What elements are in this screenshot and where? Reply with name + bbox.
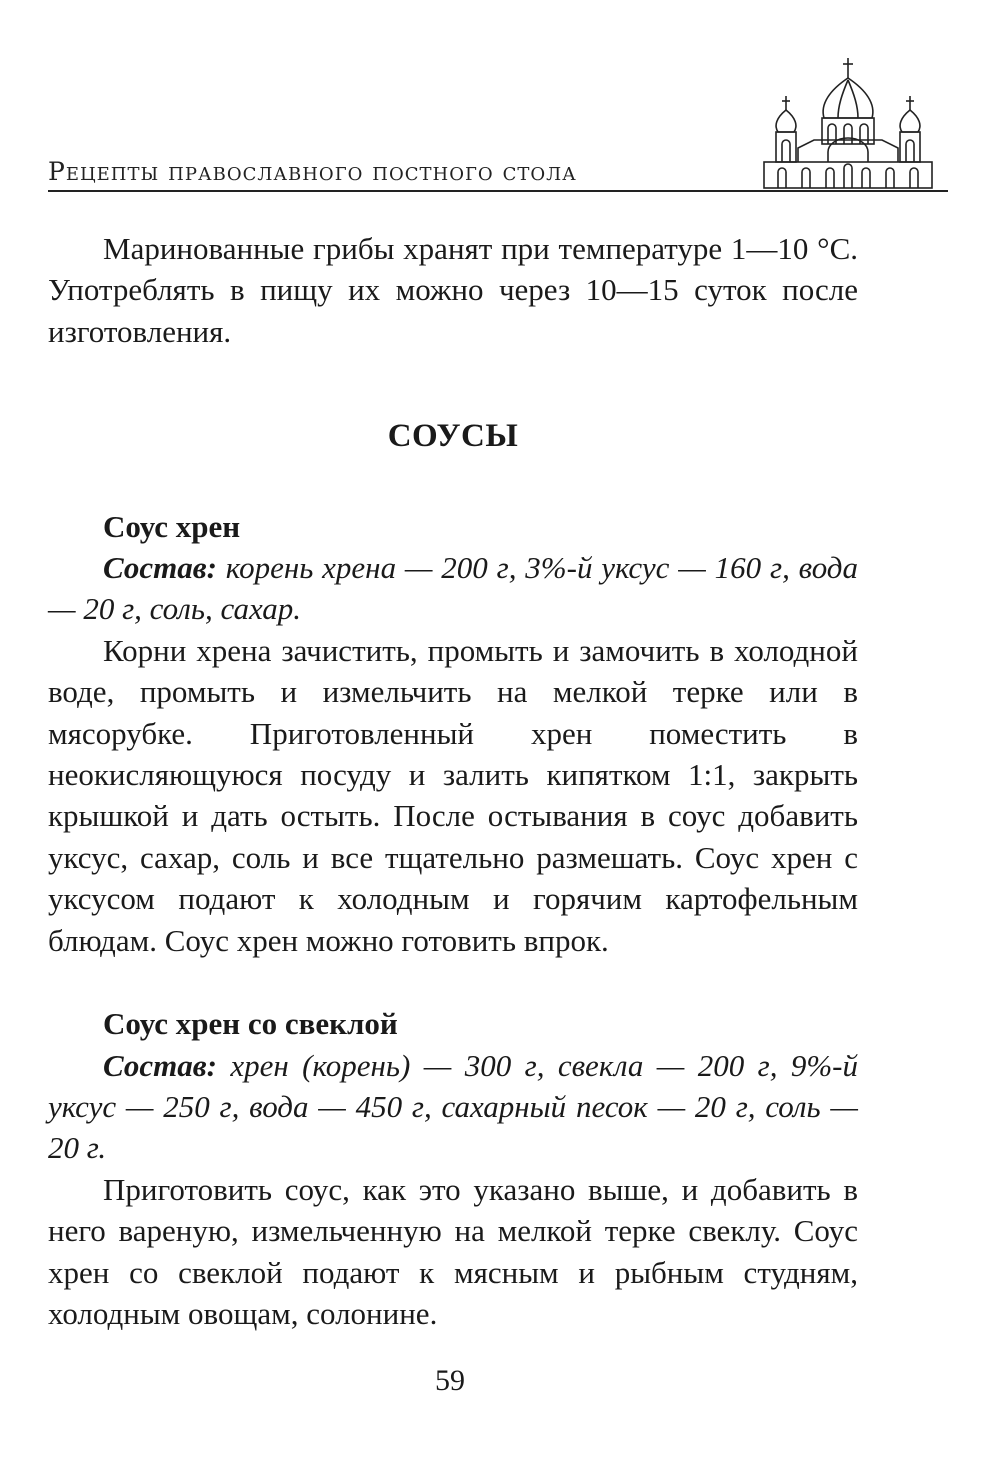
recipe-ingredients: [48, 547, 858, 630]
recipe-method: Корни хрена зачистить, промыть и замочить в холодной воде, промыть и измельчить на мелкой терке или в мясорубке. Приготовленный хрен поместить в неокисляющуюся посуду и залить кипятком 1:1, закрыть крышкой и дать остыть. После остывания в соус добавить уксус, сахар, соль и все тщательно размешать. Соус хрен с уксусом подают к холодным и горячим картофельным блюдам. Соус хрен можно готовить впрок.: [48, 632, 858, 958]
recipe-spacer: [48, 961, 858, 1003]
cathedral-icon: [758, 56, 938, 194]
body-text: [48, 228, 858, 1334]
ingredients-label: Состав:: [103, 1047, 217, 1083]
ingredients-text: корень хрена — 200 г, 3%-й уксус — 160 г, вода — 20 г, соль, сахар.: [48, 550, 858, 627]
ingredients-text: хрен (корень) — 300 г, свекла — 200 г, 9%-й уксус — 250 г, вода — 450 г, сахарный песок — 20 г, соль — 20 г.: [48, 1047, 858, 1166]
recipe-ingredients: [48, 1045, 858, 1169]
section-title: СОУСЫ: [387, 418, 519, 455]
page-number: 59: [435, 1364, 465, 1397]
recipe-method: Приготовить соус, как это указано выше, и добавить в него вареную, измельченную на мелкой терке свеклу. Соус хрен со свеклой подают к мясным и рыбным студням, холодным овощам, солонине.: [48, 1171, 858, 1331]
running-header: [48, 56, 948, 196]
recipe-block: [48, 506, 858, 961]
intro-paragraph: Маринованные грибы хранят при температуре 1—10 °С. Употреблять в пищу их можно через 10—15 суток после изготовления.: [48, 231, 858, 349]
header-title: Рецепты православного постного стола: [48, 157, 577, 186]
recipe-title: Соус хрен со свеклой: [103, 1006, 398, 1042]
recipe-title: Соус хрен: [103, 508, 241, 544]
recipe-block: [48, 1003, 858, 1334]
ingredients-label: Состав:: [103, 550, 217, 586]
